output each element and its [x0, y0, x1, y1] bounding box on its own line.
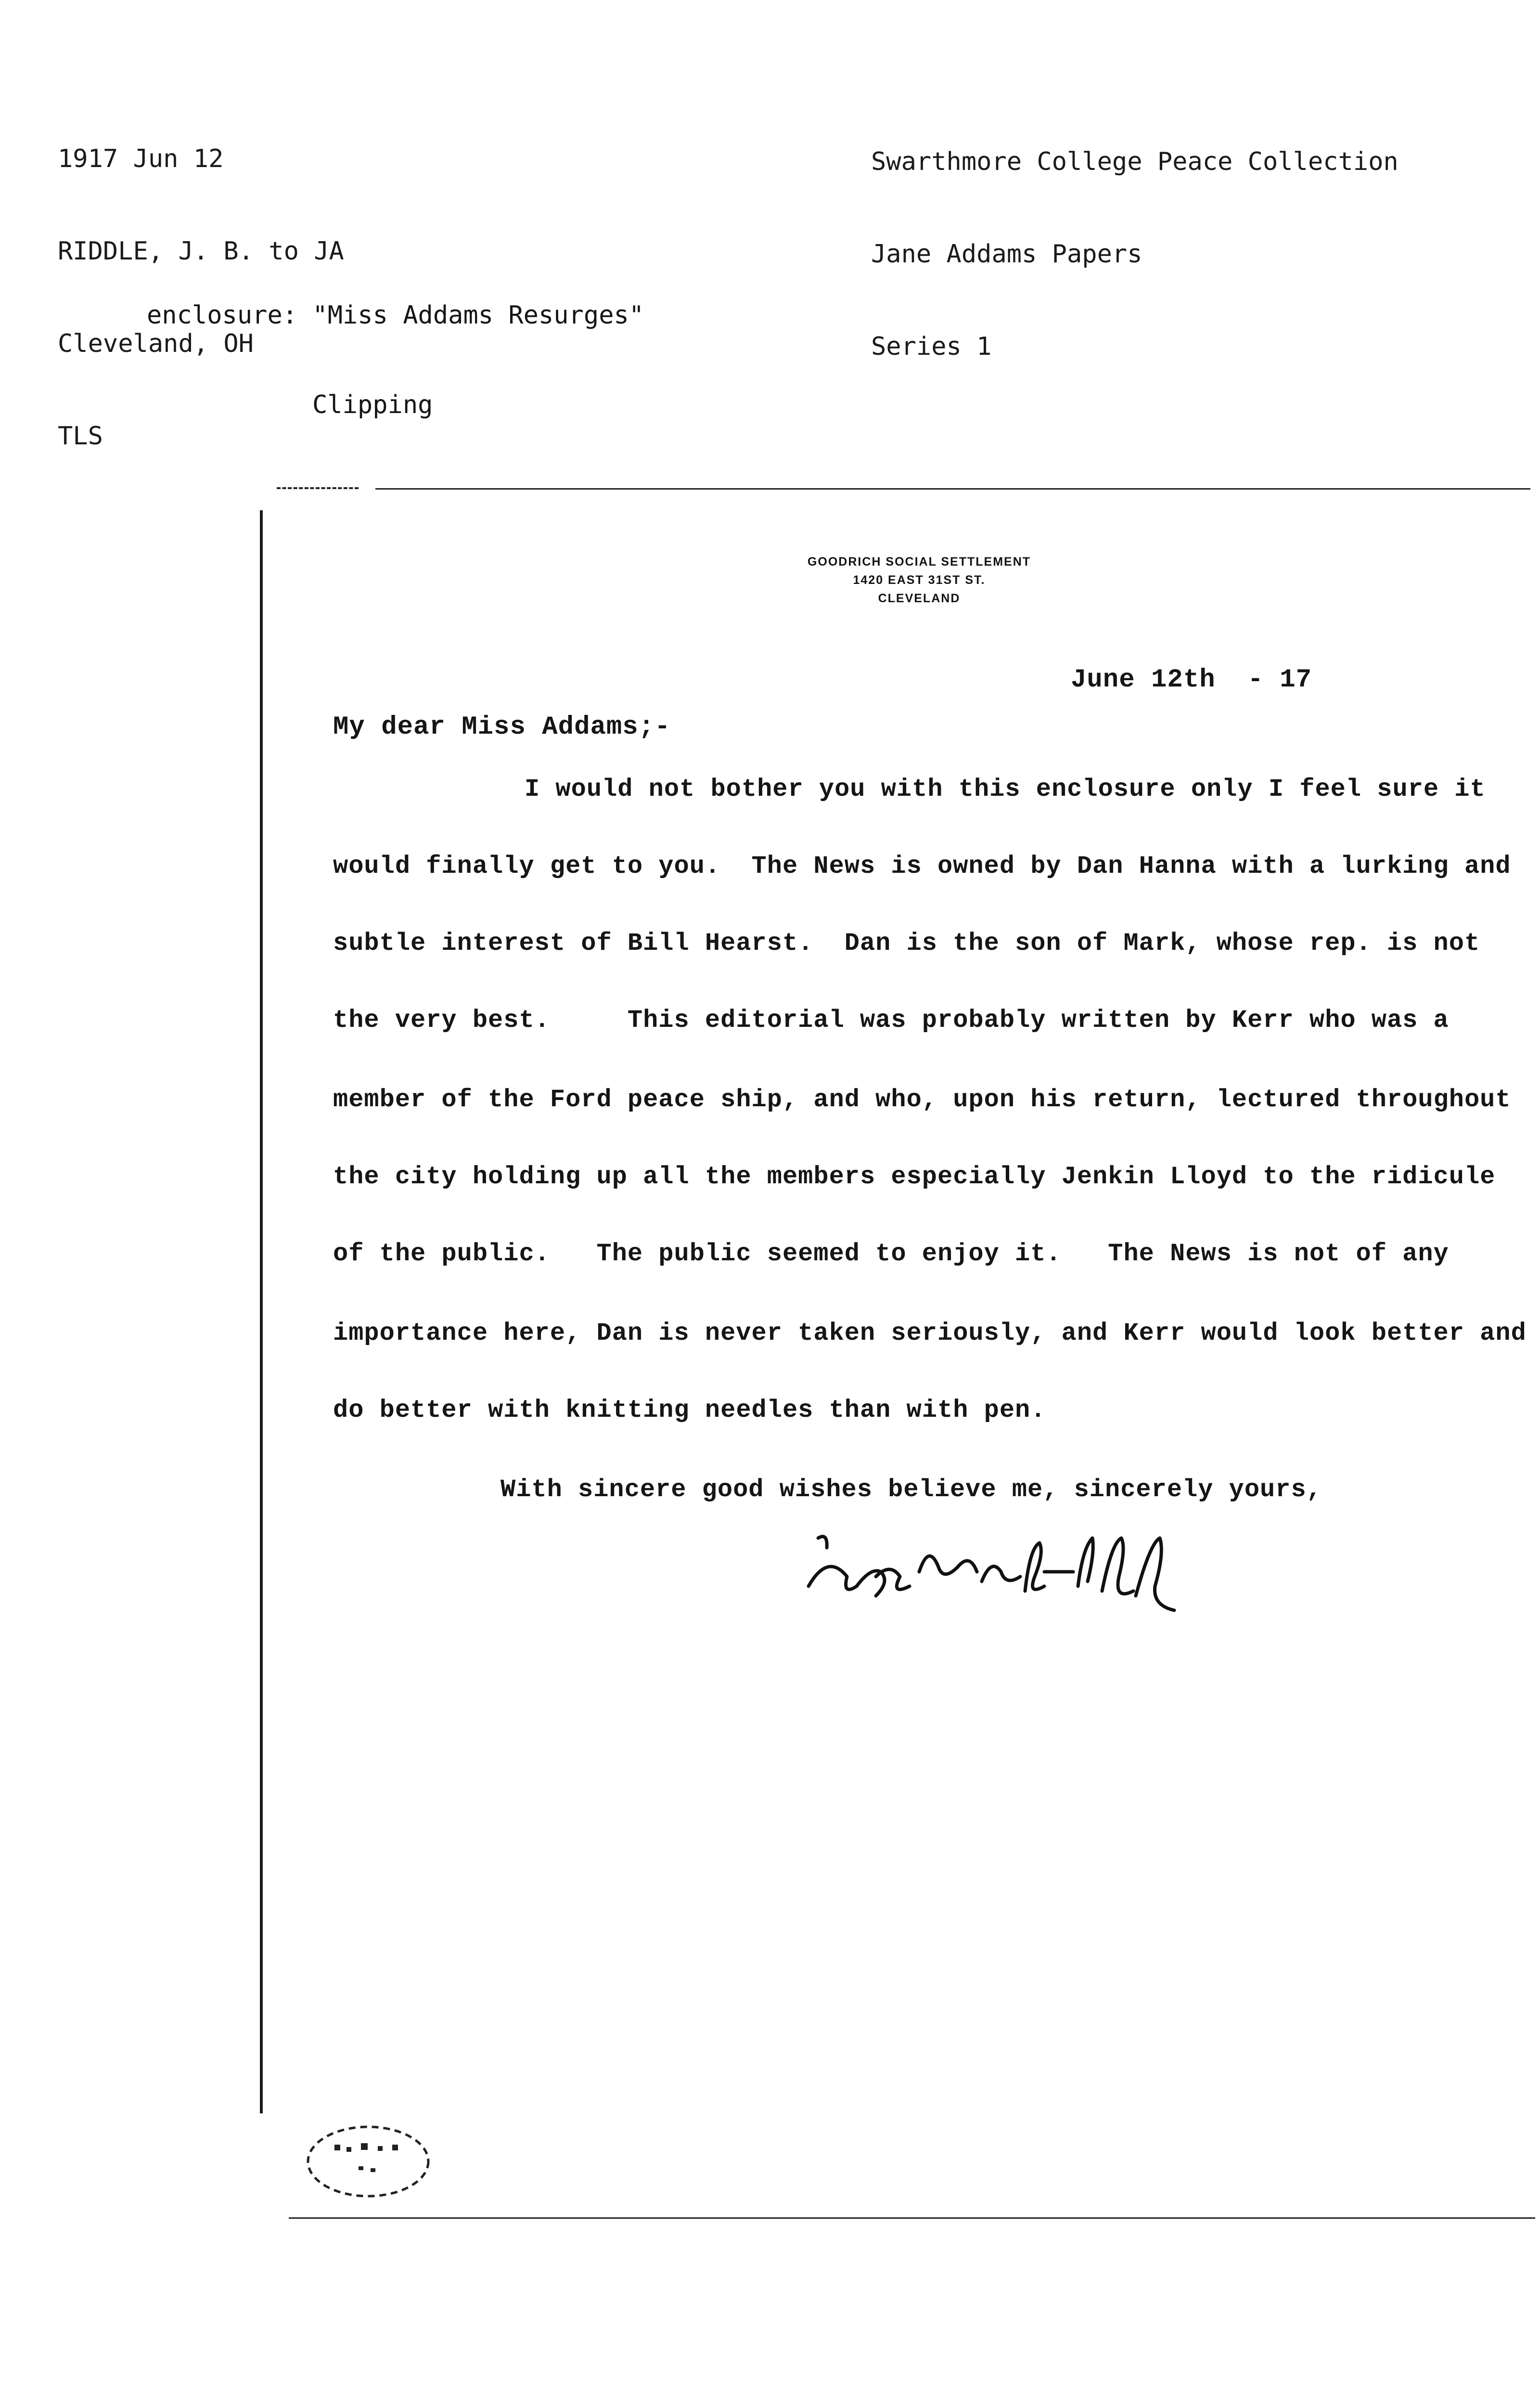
collection-series: Series 1 [871, 332, 992, 361]
archive-stamp [301, 2118, 436, 2205]
body-line: would finally get to you. The News is owned by Dan Hanna with a lurking and [333, 852, 1511, 880]
catalog-date: 1917 Jun 12 [58, 144, 224, 173]
letterhead-street: 1420 EAST 31ST ST. [853, 573, 986, 587]
letter-bottom-edge [289, 2217, 1535, 2219]
letterhead-city: CLEVELAND [878, 592, 961, 605]
enclosure-label: enclosure: [147, 301, 298, 330]
collection-info [871, 85, 1399, 393]
handwritten-signature [804, 1528, 1198, 1634]
catalog-place: Cleveland, OH [58, 329, 254, 358]
collection-papers: Jane Addams Papers [871, 240, 1142, 269]
letter-left-edge [260, 510, 263, 2113]
enclosure-note [147, 241, 644, 450]
collection-name: Swarthmore College Peace Collection [871, 147, 1399, 176]
letter-top-edge [277, 487, 359, 489]
catalog-correspondents: RIDDLE, J. B. to JA [58, 237, 344, 266]
body-line: subtle interest of Bill Hearst. Dan is the son of Mark, whose rep. is not [333, 929, 1480, 958]
enclosure-type: Clipping [312, 390, 433, 419]
body-line: the very best. This editorial was probably written by Kerr who was a [333, 1006, 1449, 1035]
body-line: member of the Ford peace ship, and who, upon his return, lectured throughout [333, 1086, 1511, 1114]
letterhead-organization: GOODRICH SOCIAL SETTLEMENT [807, 555, 1031, 569]
body-line: do better with knitting needles than with pen. [333, 1396, 1046, 1424]
catalog-doc-type: TLS [58, 422, 103, 451]
body-line: of the public. The public seemed to enjoy it. The News is not of any [333, 1240, 1449, 1268]
body-line: the city holding up all the members especially Jenkin Lloyd to the ridicule [333, 1163, 1496, 1191]
body-line: importance here, Dan is never taken seriously, and Kerr would look better and [333, 1319, 1527, 1347]
letter-salutation: My dear Miss Addams;- [333, 712, 671, 742]
letter-top-edge-main [375, 488, 1530, 490]
letterhead [732, 553, 1107, 608]
body-line: I would not bother you with this enclosure only I feel sure it [525, 775, 1486, 803]
enclosure-title: "Miss Addams Resurges" [312, 301, 644, 330]
letter-closing: With sincere good wishes believe me, sincerely yours, [500, 1475, 1322, 1504]
letter-date: June 12th - 17 [1071, 665, 1312, 695]
